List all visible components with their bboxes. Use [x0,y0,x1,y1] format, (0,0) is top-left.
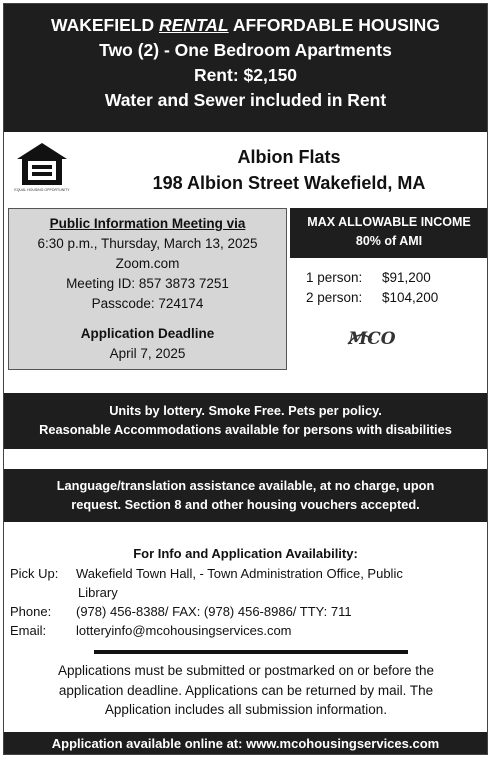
meeting-info-box [8,208,287,370]
pickup-line-2: Library [78,585,118,600]
income-title: MAX ALLOWABLE INCOME [307,215,471,229]
income-header [290,208,488,258]
pickup-label: Pick Up: [10,566,59,581]
contact-list [10,564,482,640]
info-title: For Info and Application Availability: [133,546,358,561]
header-banner [4,4,487,132]
language-banner [4,469,487,522]
mco-logo-text: MCO [348,329,396,348]
accommodations-line: Reasonable Accommodations available for persons with disabilities [39,422,452,437]
property-address: 198 Albion Street Wakefield, MA [152,173,426,193]
income-row-label: 1 person: [306,270,363,285]
phone-label: Phone: [10,604,52,619]
language-line: Language/translation assistance available, at no charge, upon [56,478,435,493]
income-row [306,288,438,308]
divider-rule [94,650,408,654]
header-title [4,13,487,38]
header-title-rental: RENTAL [158,15,229,35]
flyer-page [3,3,488,755]
pickup-line-1: Wakefield Town Hall, - Town Administration Office, Public [76,566,403,581]
income-row [306,268,438,288]
vouchers-line: request. Section 8 and other housing vouchers accepted. [71,497,420,512]
equal-housing-opportunity-icon [13,141,71,197]
income-row-value: $91,200 [382,270,431,285]
pickup-row [10,564,482,602]
email-label: Email: [10,623,47,638]
meeting-passcode: Passcode: 724174 [91,296,204,311]
email-row [10,621,482,640]
header-title-prefix: WAKEFIELD [51,15,159,35]
income-row-label: 2 person: [306,290,363,305]
meeting-platform: Zoom.com [115,256,180,271]
lottery-line: Units by lottery. Smoke Free. Pets per policy. [109,403,382,418]
meeting-datetime: 6:30 p.m., Thursday, March 13, 2025 [37,236,258,251]
property-name: Albion Flats [237,147,341,167]
income-row-value: $104,200 [382,290,439,305]
header-apartments: Two (2) - One Bedroom Apartments [99,40,392,60]
header-utilities: Water and Sewer included in Rent [104,90,387,110]
deadline-date: April 7, 2025 [109,346,186,361]
phone-value: (978) 456-8388/ FAX: (978) 456-8986/ TTY: 711 [76,604,352,619]
pickup-value [76,564,482,602]
submission-info [12,661,480,720]
meeting-title: Public Information Meeting via [49,216,246,231]
income-table [306,268,438,308]
income-subtitle: 80% of AMI [355,234,423,248]
submission-line-3: Application includes all submission information. [104,702,388,717]
mco-logo-icon [346,326,398,348]
email-link[interactable]: lotteryinfo@mcohousingservices.com [76,623,292,638]
submission-line-2: application deadline. Applications can be returned by mail. The [58,682,434,698]
meeting-id: Meeting ID: 857 3873 7251 [66,276,229,291]
lottery-banner [4,393,487,449]
header-title-suffix: AFFORDABLE HOUSING [228,15,440,35]
online-banner [4,732,487,755]
equal-housing-caption: EQUAL HOUSING OPPORTUNITY [14,188,70,192]
property-info [94,144,484,196]
deadline-title: Application Deadline [80,326,215,341]
phone-row [10,602,482,621]
submission-line-1: Applications must be submitted or postmarked on or before the [58,663,434,678]
header-rent: Rent: $2,150 [193,65,298,85]
online-link[interactable]: Application available online at: www.mcohousingservices.com [51,736,440,751]
